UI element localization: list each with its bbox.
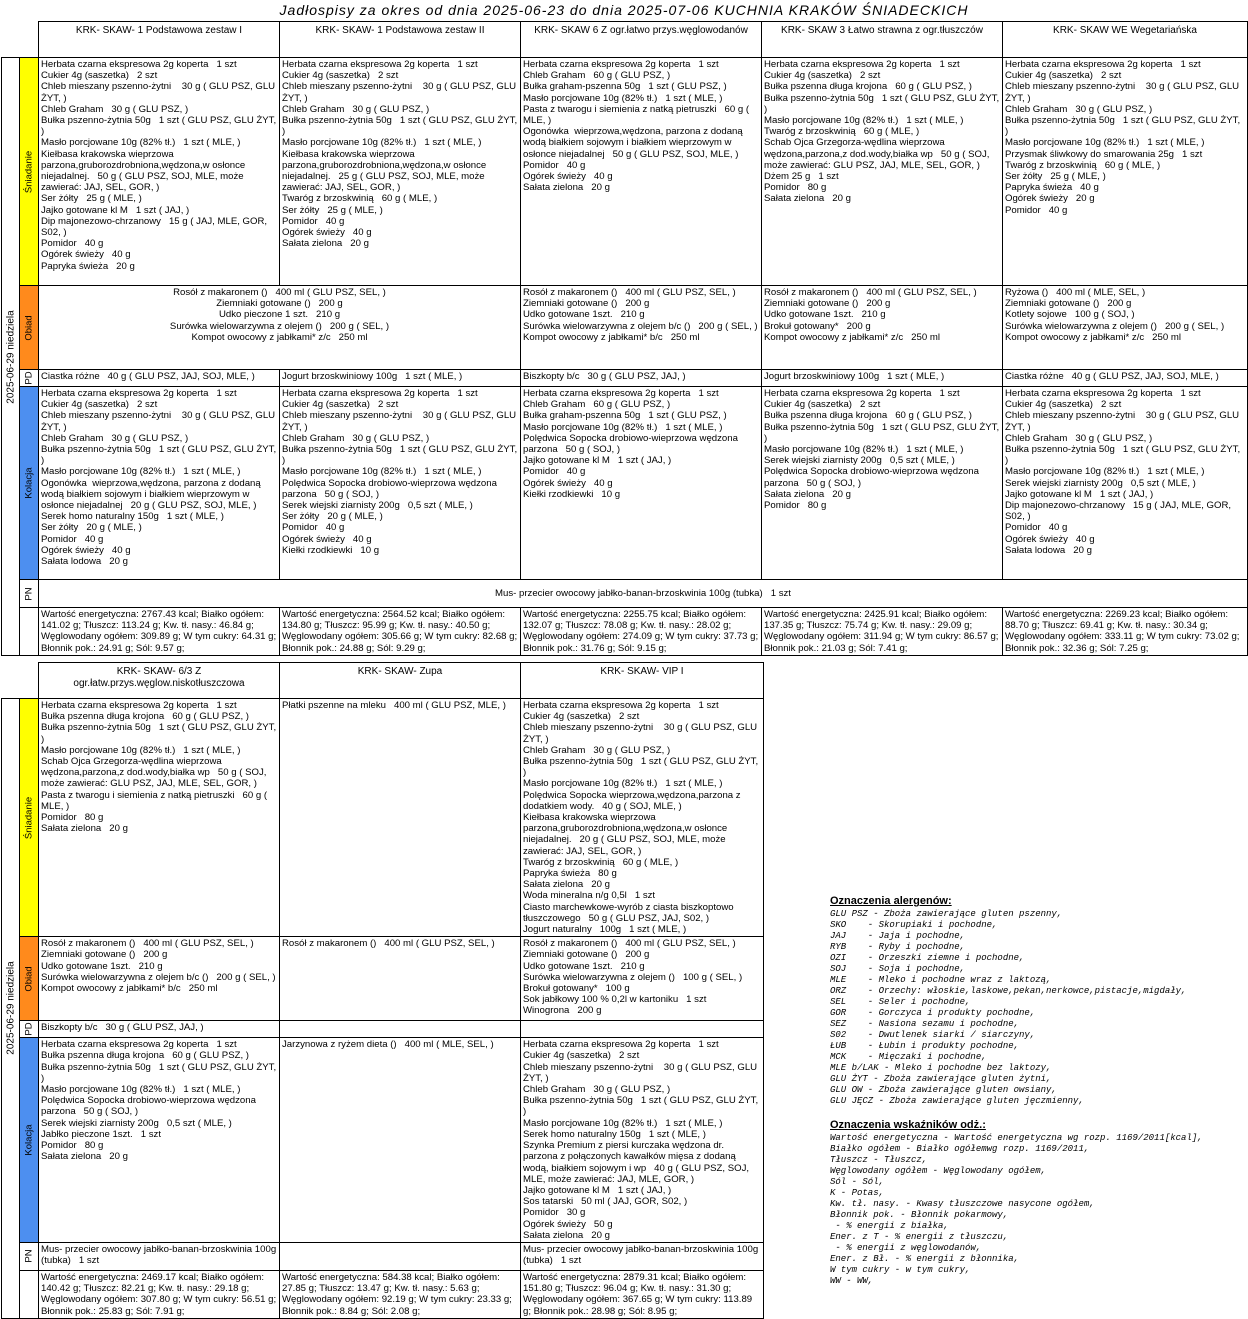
nutrition-summary: Wartość energetyczna: 584.38 kcal; Białko ogółem: 27.85 g; Tłuszcz: 13.47 g; Kw. tł. nasy.: 5.63 g; Węglowodany ogółem: 92.19 g; W tym cukry: 23.33 g; Błonnik pok.: 8.84 g; Sól: 2.08 g; [280,1270,521,1318]
meal-label-text: Śniadanie [23,796,35,839]
allergen-legend [830,896,1248,1107]
legend-entry: GLU JĘCZ - Zboża zawierające gluten jęczmienny, [830,1096,1084,1106]
legend-entry: JAJ - Jaja i pochodne, [830,931,966,941]
legend-entry: MCK - Mięczaki i pochodne, [830,1052,987,1062]
menu-table-1 [1,21,1248,656]
column-header: KRK- SKAW 6 Z ogr.łatwo przys.węglowodanów [521,22,762,58]
menu-cell: Herbata czarna ekspresowa 2g koperta 1 szt Chleb Graham 60 g ( GLU PSZ, ) Bułka graham-pszenna 50g 1 szt ( GLU PSZ, ) Masło porcjowane 10g (82% tł.) 1 szt ( MLE, ) Pasta z twarogu i siemienia z natką pietruszki 60 g ( MLE, ) Ogonówka wieprzowa,wędzona, parzona z dodaną wodą białkiem sojowym i białkiem wieprzowym w osłonce niejadalnej 50 g ( GLU PSZ, SOJ, MLE, ) Pomidor 40 g Ogórek świeży 40 g Sałata zielona 20 g [521,58,762,286]
meal-label-obiad [20,286,39,370]
legend-entry: WW - WW, [830,1276,874,1286]
menu-cell: Herbata czarna ekspresowa 2g koperta 1 szt Cukier 4g (saszetka) 2 szt Chleb mieszany pszenno-żytni 30 g ( GLU PSZ, GLU ŻYT, ) Chleb Graham 30 g ( GLU PSZ, ) Bułka pszenno-żytnia 50g 1 szt ( GLU PSZ, GLU ŻYT, ) Masło porcjowane 10g (82% tł.) 1 szt ( MLE, ) Kiełbasa krakowska wieprzowa parzona,gruborozdrobniona,wędzona,w osłonce niejadalnej. 50 g ( GLU PSZ, SOJ, MLE, może zawierać: JAJ, SEL, GOR, ) Ser żółty 25 g ( MLE, ) Jajko gotowane kl M 1 szt ( JAJ, ) Dip majonezowo-chrzanowy 15 g ( JAJ, MLE, GOR, S02, ) Pomidor 40 g Ogórek świeży 40 g Papryka świeża 20 g [39,58,280,286]
indicator-legend-title: Oznaczenia wskaźników odż.: [830,1119,986,1131]
legend-entry: GLU ŻYT - Zboża zawierające gluten żytni, [830,1074,1052,1084]
menu-cell [280,1021,521,1038]
menu-cell: Jarzynowa z ryżem dieta () 400 ml ( MLE, SEL, ) [280,1038,521,1243]
meal-label-text: Śniadanie [23,150,35,193]
menu-cell [280,1242,521,1270]
menu-cell: Rosół z makaronem () 400 ml ( GLU PSZ, SEL, ) Ziemniaki gotowane () 200 g Udko gotowane 1szt. 210 g Brokuł gotowany* 200 g Kompot owocowy z jabłkami* z/c 250 ml [762,286,1003,370]
menu-cell: Mus- przecier owocowy jabłko-banan-brzoskwinia 100g (tubka) 1 szt [39,580,1248,608]
nutrition-summary: Wartość energetyczna: 2564.52 kcal; Białko ogółem: 134.80 g; Tłuszcz: 95.99 g; Kw. tł. nasy.: 40.50 g; Węglowodany ogółem: 305.66 g; W tym cukry: 82.68 g; Błonnik pok.: 24.88 g; Sól: 9.29 g; [280,608,521,656]
menu-cell: Herbata czarna ekspresowa 2g koperta 1 szt Cukier 4g (saszetka) 2 szt Chleb mieszany pszenno-żytni 30 g ( GLU PSZ, GLU ŻYT, ) Chleb Graham 30 g ( GLU PSZ, ) Bułka pszenno-żytnia 50g 1 szt ( GLU PSZ, GLU ŻYT, ) Masło porcjowane 10g (82% tł.) 1 szt ( MLE, ) Ogonówka wieprzowa,wędzona, parzona z dodaną wodą białkiem sojowym i białkiem wieprzowym w osłonce niejadalnej 20 g ( GLU PSZ, SOJ, MLE, ) Serek homo naturalny 150g 1 szt ( MLE, ) Ser żółty 20 g ( MLE, ) Pomidor 40 g Ogórek świeży 40 g Sałata lodowa 20 g [39,387,280,580]
legend-entry: Kw. tł. nasy. - Kwasy tłuszczowe nasycone ogółem, [830,1199,1095,1209]
date-cell [2,58,20,656]
column-header: KRK- SKAW- VIP I [521,663,764,699]
menu-cell: Ciastka różne 40 g ( GLU PSZ, JAJ, SOJ, MLE, ) [1003,370,1248,387]
legend-entry: S02 - Dwutlenek siarki / siarczyny, [830,1030,1036,1040]
legend-entry: OZI - Orzeszki ziemne i pochodne, [830,953,1025,963]
legend-entry: SOJ - Soja i pochodne, [830,964,966,974]
menu-cell [521,1021,764,1038]
menu-cell: Herbata czarna ekspresowa 2g koperta 1 szt Chleb Graham 60 g ( GLU PSZ, ) Bułka graham-pszenna 50g 1 szt ( GLU PSZ, ) Masło porcjowane 10g (82% tł.) 1 szt ( MLE, ) Polędwica Sopocka drobiowo-wieprzowa wędzona parzona 50 g ( SOJ, ) Jajko gotowane kl M 1 szt ( JAJ, ) Pomidor 40 g Ogórek świeży 40 g Kiełki rzodkiewki 10 g [521,387,762,580]
menu-cell: Mus- przecier owocowy jabłko-banan-brzoskwinia 100g (tubka) 1 szt [39,1242,280,1270]
column-header: KRK- SKAW- Zupa [280,663,521,699]
meal-label-kolacja [20,1038,39,1243]
legend-entry: SEZ - Nasiona sezamu i pochodne, [830,1019,1020,1029]
menu-cell: Rosół z makaronem () 400 ml ( GLU PSZ, SEL, ) Ziemniaki gotowane () 200 g Udko gotowane 1szt. 210 g Surówka wielowarzywna z olejem () 100 g ( SEL, ) Brokuł gotowany* 100 g Sok jabłkowy 100 % 0,2l w kartoniku 1 szt Winogrona 200 g [521,937,764,1021]
legend-entry: ORZ - Orzechy: włoskie,laskowe,pekan,nerkowce,pistacje,migdały, [830,986,1187,996]
legend-entry: Błonnik pok. - Błonnik pokarmowy, [830,1210,1009,1220]
column-header: KRK- SKAW- 6/3 Z ogr.łatw.przys.węglow.niskotłuszczowa [39,663,280,699]
legend-entry: GLU PSZ - Zboża zawierające gluten pszenny, [830,909,1063,919]
menu-cell: Rosół z makaronem () 400 ml ( GLU PSZ, SEL, ) Ziemniaki gotowane () 200 g Udko pieczone 1 szt. 210 g Surówka wielowarzywna z olejem () 200 g ( SEL, ) Kompot owocowy z jabłkami* z/c 250 ml [39,286,521,370]
menu-cell: Mus- przecier owocowy jabłko-banan-brzoskwinia 100g (tubka) 1 szt [521,1242,764,1270]
meal-label-text: PN [23,586,35,601]
nutrition-summary: Wartość energetyczna: 2767.43 kcal; Białko ogółem: 141.02 g; Tłuszcz: 113.24 g; Kw. tł. nasy.: 46.84 g; Węglowodany ogółem: 309.89 g; W tym cukry: 64.31 g; Błonnik pok.: 24.91 g; Sól: 9.57 g; [39,608,280,656]
meal-label-text: Obiad [23,314,35,341]
allergen-legend-list [830,909,1248,1107]
legend-entry: - % energii z białka, [830,1221,949,1231]
indicator-legend-list [830,1133,1248,1287]
indicator-legend [830,1120,1248,1287]
legend-entry: RYB - Ryby i pochodne, [830,942,966,952]
allergen-legend-title: Oznaczenia alergenów: [830,895,952,907]
legend-entry: GOR - Gorczyca i produkty pochodne, [830,1008,1036,1018]
date-label: 2025-06-29 niedziela [4,309,16,404]
meal-label-pn [20,580,39,608]
legend-entry: Tłuszcz - Tłuszcz, [830,1155,928,1165]
meal-label-pd [20,1021,39,1038]
column-header: KRK- SKAW WE Wegetariańska [1003,22,1248,58]
menu-cell: Ciastka różne 40 g ( GLU PSZ, JAJ, SOJ, MLE, ) [39,370,280,387]
meal-label-pd [20,370,39,387]
menu-cell: Rosół z makaronem () 400 ml ( GLU PSZ, SEL, ) Ziemniaki gotowane () 200 g Udko gotowane 1szt. 210 g Surówka wielowarzywna z olejem b/c () 200 g ( SEL, ) Kompot owocowy z jabłkami* b/c 250 ml [39,937,280,1021]
menu-cell: Herbata czarna ekspresowa 2g koperta 1 szt Cukier 4g (saszetka) 2 szt Chleb mieszany pszenno-żytni 30 g ( GLU PSZ, GLU ŻYT, ) Chleb Graham 30 g ( GLU PSZ, ) Bułka pszenno-żytnia 50g 1 szt ( GLU PSZ, GLU ŻYT, ) Masło porcjowane 10g (82% tł.) 1 szt ( MLE, ) Serek wiejski ziarnisty 200g 0,5 szt ( MLE, ) Jajko gotowane kl M 1 szt ( JAJ, ) Dip majonezowo-chrzanowy 15 g ( JAJ, MLE, GOR, S02, ) Pomidor 40 g Ogórek świeży 40 g Sałata lodowa 20 g [1003,387,1248,580]
menu-cell: Herbata czarna ekspresowa 2g koperta 1 szt Cukier 4g (saszetka) 2 szt Chleb mieszany pszenno-żytni 30 g ( GLU PSZ, GLU ŻYT, ) Chleb Graham 30 g ( GLU PSZ, ) Bułka pszenno-żytnia 50g 1 szt ( GLU PSZ, GLU ŻYT, ) Masło porcjowane 10g (82% tł.) 1 szt ( MLE, ) Przysmak śliwkowy do smarowania 25g 1 szt Twaróg z brzoskwinią 60 g ( MLE, ) Ser żółty 25 g ( MLE, ) Papryka świeża 40 g Ogórek świeży 20 g Pomidor 40 g [1003,58,1248,286]
legend-entry: Węglowodany ogółem - Węglowodany ogółem, [830,1166,1047,1176]
legend-entry: SEL - Seler i pochodne, [830,997,971,1007]
menu-cell: Płatki pszenne na mleku 400 ml ( GLU PSZ, MLE, ) [280,699,521,937]
column-header: KRK- SKAW- 1 Podstawowa zestaw II [280,22,521,58]
meal-label-sniadanie [20,58,39,286]
menu-cell: Herbata czarna ekspresowa 2g koperta 1 szt Cukier 4g (saszetka) 2 szt Chleb mieszany pszenno-żytni 30 g ( GLU PSZ, GLU ŻYT, ) Chleb Graham 30 g ( GLU PSZ, ) Bułka pszenno-żytnia 50g 1 szt ( GLU PSZ, GLU ŻYT, ) Masło porcjowane 10g (82% tł.) 1 szt ( MLE, ) Polędwica Sopocka drobiowo-wieprzowa wędzona parzona 50 g ( SOJ, ) Serek wiejski ziarnisty 200g 0,5 szt ( MLE, ) Ser żółty 20 g ( MLE, ) Pomidor 40 g Ogórek świeży 40 g Kiełki rzodkiewki 10 g [280,387,521,580]
nutrition-summary: Wartość energetyczna: 2879.31 kcal; Białko ogółem: 151.80 g; Tłuszcz: 96.04 g; Kw. tł. nasy.: 31.30 g; Węglowodany ogółem: 367.65 g; W tym cukry: 113.89 g; Błonnik pok.: 28.98 g; Sól: 8.95 g; [521,1270,764,1318]
page-title: Jadłospisy za okres od dnia 2025-06-23 do dnia 2025-07-06 KUCHNIA KRAKÓW ŚNIADECKICH [279,2,969,18]
menu-cell: Herbata czarna ekspresowa 2g koperta 1 szt Bułka pszenna długa krojona 60 g ( GLU PSZ, ) Bułka pszenno-żytnia 50g 1 szt ( GLU PSZ, GLU ŻYT, ) Masło porcjowane 10g (82% tł.) 1 szt ( MLE, ) Schab Ojca Grzegorza-wędlina wieprzowa wędzona,parzona,z dod.wody,białka wp 50 g ( SOJ, może zawierać: GLU PSZ, JAJ, MLE, SEL, GOR, ) Pasta z twarogu i siemienia z natką pietruszki 60 g ( MLE, ) Pomidor 80 g Sałata zielona 20 g [39,699,280,937]
menu-cell: Biszkopty b/c 30 g ( GLU PSZ, JAJ, ) [521,370,762,387]
menu-cell: Herbata czarna ekspresowa 2g koperta 1 szt Cukier 4g (saszetka) 2 szt Bułka pszenna długa krojona 60 g ( GLU PSZ, ) Bułka pszenno-żytnia 50g 1 szt ( GLU PSZ, GLU ŻYT, ) Masło porcjowane 10g (82% tł.) 1 szt ( MLE, ) Twaróg z brzoskwinią 60 g ( MLE, ) Schab Ojca Grzegorza-wędlina wieprzowa wędzona,parzona,z dod.wody,białka wp 50 g ( SOJ, może zawierać: GLU PSZ, JAJ, MLE, SEL, GOR, ) Dżem 25 g 1 szt Pomidor 80 g Sałata zielona 20 g [762,58,1003,286]
menu-cell: Biszkopty b/c 30 g ( GLU PSZ, JAJ, ) [39,1021,280,1038]
legend-entry: - % energii z węglowodanów, [830,1243,982,1253]
date-cell [2,699,20,1319]
menu-cell: Rosół z makaronem () 400 ml ( GLU PSZ, SEL, ) Ziemniaki gotowane () 200 g Udko gotowane 1szt. 210 g Surówka wielowarzywna z olejem b/c () 200 g ( SEL, ) Kompot owocowy z jabłkami* b/c 250 ml [521,286,762,370]
meal-label-text: PN [23,1249,35,1264]
date-label: 2025-06-29 niedziela [4,961,16,1056]
legend-entry: Ener. z T - % energii z tłuszczu, [830,1232,1009,1242]
meal-label-text: Kolacja [23,1124,35,1156]
meal-label-text: Kolacja [23,467,35,499]
meal-label-sniadanie [20,699,39,937]
nutrition-summary: Wartość energetyczna: 2425.91 kcal; Białko ogółem: 137.35 g; Tłuszcz: 75.74 g; Kw. tł. nasy.: 29.09 g; Węglowodany ogółem: 311.94 g; W tym cukry: 86.57 g; Błonnik pok.: 21.03 g; Sól: 7.41 g; [762,608,1003,656]
meal-label-obiad [20,937,39,1021]
legend-entry: K - Potas, [830,1188,885,1198]
column-header: KRK- SKAW- 1 Podstawowa zestaw I [39,22,280,58]
legend-entry: MLE - Mleko i pochodne wraz z laktozą, [830,975,1052,985]
legend-entry: MLE b/LAK - Mleko i pochodne bez laktozy, [830,1063,1052,1073]
nutrition-summary: Wartość energetyczna: 2469.17 kcal; Białko ogółem: 140.42 g; Tłuszcz: 82.21 g; Kw. tł. nasy.: 29.18 g; Węglowodany ogółem: 307.80 g; W tym cukry: 56.51 g; Błonnik pok.: 25.83 g; Sól: 7.91 g; [39,1270,280,1318]
column-header: KRK- SKAW 3 Łatwo strawna z ogr.tłuszczów [762,22,1003,58]
legend-entry: W tym cukry - w tym cukry, [830,1265,971,1275]
legend-entry: SKO - Skorupiaki i pochodne, [830,920,998,930]
menu-cell: Rosół z makaronem () 400 ml ( GLU PSZ, SEL, ) [280,937,521,1021]
legend-entry: Ener. z Bł. - % energii z błonnika, [830,1254,1020,1264]
meal-label-pn [20,1242,39,1270]
meal-label-text: Obiad [23,966,35,992]
menu-cell: Herbata czarna ekspresowa 2g koperta 1 szt Cukier 4g (saszetka) 2 szt Chleb mieszany pszenno-żytni 30 g ( GLU PSZ, GLU ŻYT, ) Chleb Graham 30 g ( GLU PSZ, ) Bułka pszenno-żytnia 50g 1 szt ( GLU PSZ, GLU ŻYT, ) Masło porcjowane 10g (82% tł.) 1 szt ( MLE, ) Serek homo naturalny 150g 1 szt ( MLE, ) Szynka Premium z piersi kurczaka wędzona dr. parzona z połączonych kawałków mięsa z dodaną wodą, białkiem sojowym i wp 40 g ( GLU PSZ, SOJ, MLE, może zawierać: JAJ, MLE, GOR, ) Jajko gotowane kl M 1 szt ( JAJ, ) Sos tatarski 50 ml ( JAJ, GOR, S02, ) Pomidor 30 g Ogórek świeży 50 g Sałata zielona 20 g [521,1038,764,1243]
menu-cell: Herbata czarna ekspresowa 2g koperta 1 szt Cukier 4g (saszetka) 2 szt Chleb mieszany pszenno-żytni 30 g ( GLU PSZ, GLU ŻYT, ) Chleb Graham 30 g ( GLU PSZ, ) Bułka pszenno-żytnia 50g 1 szt ( GLU PSZ, GLU ŻYT, ) Masło porcjowane 10g (82% tł.) 1 szt ( MLE, ) Kiełbasa krakowska wieprzowa parzona,gruborozdrobniona,wędzona,w osłonce niejadalnej. 25 g ( GLU PSZ, SOJ, MLE, może zawierać: JAJ, SEL, GOR, ) Twaróg z brzoskwinią 60 g ( MLE, ) Ser żółty 25 g ( MLE, ) Pomidor 40 g Ogórek świeży 40 g Sałata zielona 20 g [280,58,521,286]
meal-label-text: PD [23,1022,35,1036]
menu-cell: Jogurt brzoskwiniowy 100g 1 szt ( MLE, ) [762,370,1003,387]
menu-cell: Herbata czarna ekspresowa 2g koperta 1 szt Cukier 4g (saszetka) 2 szt Bułka pszenna długa krojona 60 g ( GLU PSZ, ) Bułka pszenno-żytnia 50g 1 szt ( GLU PSZ, GLU ŻYT, ) Masło porcjowane 10g (82% tł.) 1 szt ( MLE, ) Serek wiejski ziarnisty 200g 0,5 szt ( MLE, ) Polędwica Sopocka drobiowo-wieprzowa wędzona parzona 50 g ( SOJ, ) Sałata zielona 20 g Pomidor 80 g [762,387,1003,580]
legend-entry: Białko ogółem - Białko ogółemwg rozp. 1169/2011, [830,1144,1090,1154]
menu-cell: Jogurt brzoskwiniowy 100g 1 szt ( MLE, ) [280,370,521,387]
menu-cell: Ryżowa () 400 ml ( MLE, SEL, ) Ziemniaki gotowane () 200 g Kotlety sojowe 100 g ( SOJ, ) Surówka wielowarzywna z olejem () 200 g ( SEL, ) Kompot owocowy z jabłkami* z/c 250 ml [1003,286,1248,370]
nutrition-summary: Wartość energetyczna: 2269.23 kcal; Białko ogółem: 88.70 g; Tłuszcz: 69.41 g; Kw. tł. nasy.: 30.34 g; Węglowodany ogółem: 333.11 g; W tym cukry: 73.02 g; Błonnik pok.: 32.36 g; Sól: 7.25 g; [1003,608,1248,656]
menu-table-2 [1,662,764,1319]
meal-label-kolacja [20,387,39,580]
menu-cell: Herbata czarna ekspresowa 2g koperta 1 szt Bułka pszenna długa krojona 60 g ( GLU PSZ, ) Bułka pszenno-żytnia 50g 1 szt ( GLU PSZ, GLU ŻYT, ) Masło porcjowane 10g (82% tł.) 1 szt ( MLE, ) Polędwica Sopocka drobiowo-wieprzowa wędzona parzona 50 g ( SOJ, ) Serek wiejski ziarnisty 200g 0,5 szt ( MLE, ) Jabłko pieczone 1szt. 1 szt Pomidor 80 g Sałata zielona 20 g [39,1038,280,1243]
meal-label-text: PD [23,371,35,385]
legend-entry: Wartość energetyczna - Wartość energetyczna wg rozp. 1169/2011[kcal], [830,1133,1203,1143]
legend-entry: ŁUB - Łubin i produkty pochodne, [830,1041,1020,1051]
menu-cell: Herbata czarna ekspresowa 2g koperta 1 szt Cukier 4g (saszetka) 2 szt Chleb mieszany pszenno-żytni 30 g ( GLU PSZ, GLU ŻYT, ) Chleb Graham 30 g ( GLU PSZ, ) Bułka pszenno-żytnia 50g 1 szt ( GLU PSZ, GLU ŻYT, ) Masło porcjowane 10g (82% tł.) 1 szt ( MLE, ) Polędwica Sopocka wieprzowa,wędzona,parzona z dodatkiem wody. 40 g ( SOJ, MLE, ) Kiełbasa krakowska wieprzowa parzona,gruborozdrobniona,wędzona,w osłonce niejadalnej. 20 g ( GLU PSZ, SOJ, MLE, może zawierać: JAJ, SEL, GOR, ) Twaróg z brzoskwinią 60 g ( MLE, ) Papryka świeża 80 g Sałata zielona 20 g Woda mineralna n/g 0,5l 1 szt Ciasto marchewkowe-wyrób z ciasta biszkoptowo tłuszczowego 50 g ( GLU PSZ, JAJ, S02, ) Jogurt naturalny 100g 1 szt ( MLE, ) [521,699,764,937]
nutrition-summary: Wartość energetyczna: 2255.75 kcal; Białko ogółem: 132.07 g; Tłuszcz: 78.08 g; Kw. tł. nasy.: 28.02 g; Węglowodany ogółem: 274.09 g; W tym cukry: 37.73 g; Błonnik pok.: 31.76 g; Sól: 9.15 g; [521,608,762,656]
legend-entry: Sól - Sól, [830,1177,885,1187]
legend-entry: GLU OW - Zboża zawierające gluten owsiany, [830,1085,1057,1095]
